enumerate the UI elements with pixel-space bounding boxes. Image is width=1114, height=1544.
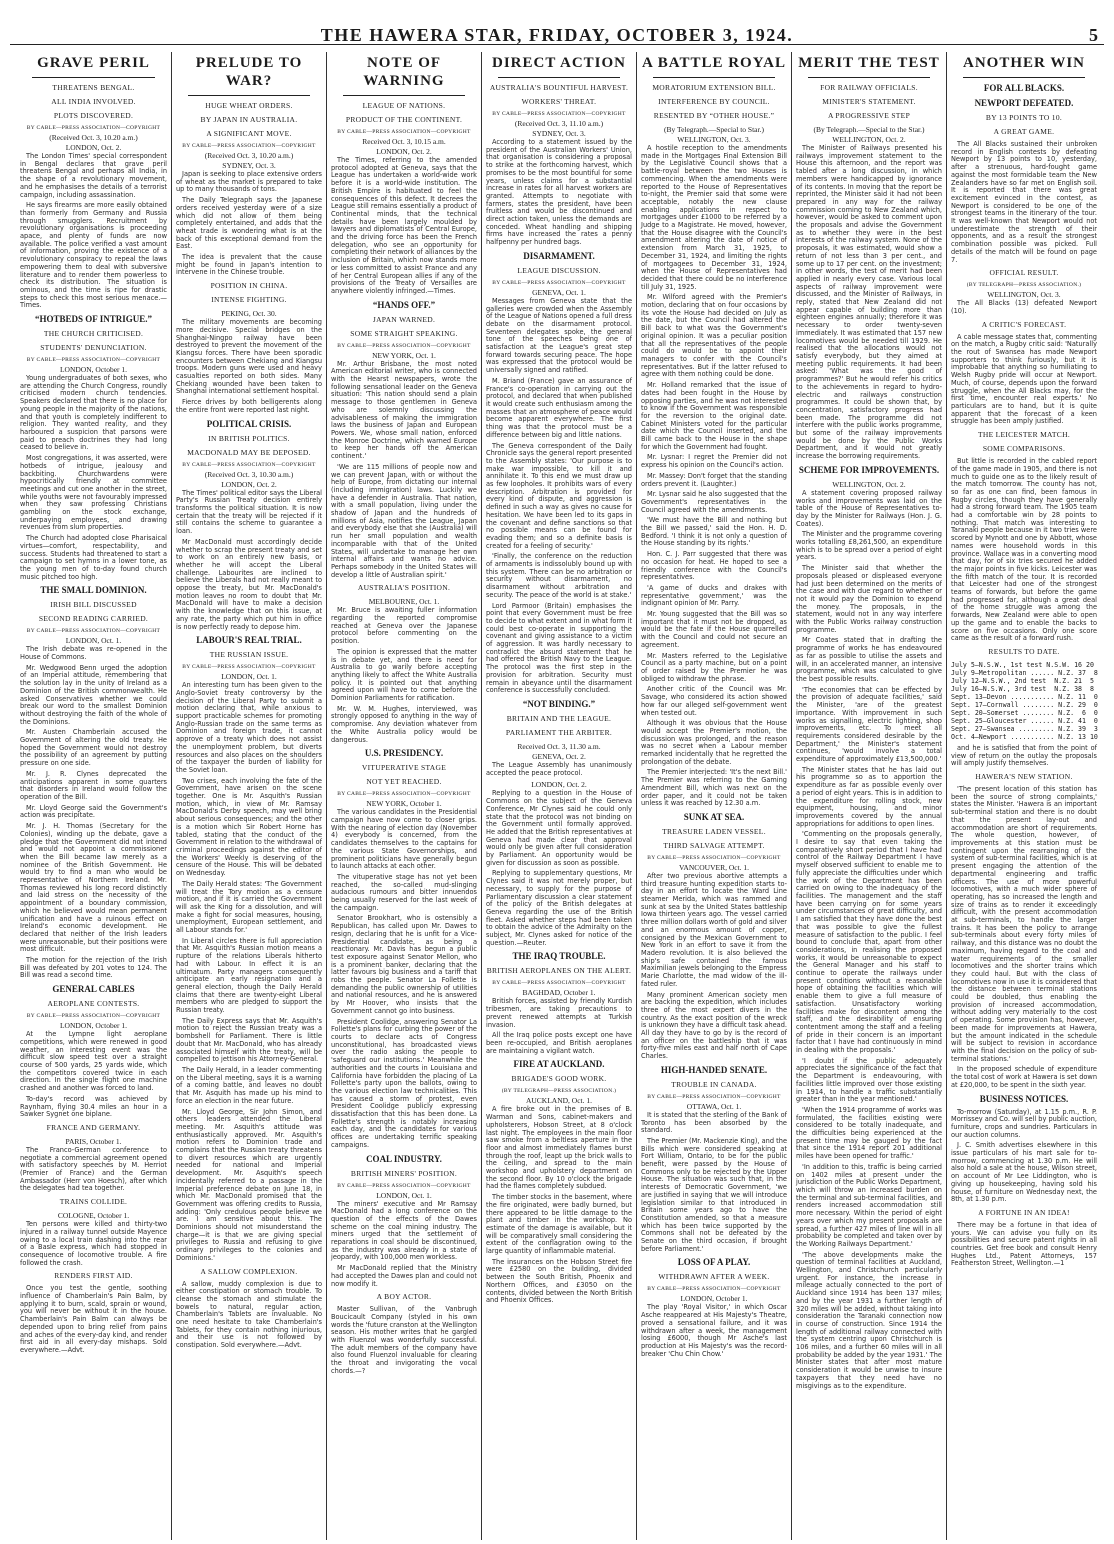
results-row: July 16—N.S.W., 3rd test N.Z. 38 8 <box>951 684 1094 693</box>
dateline: BAGHDAD, October 1. <box>522 988 596 998</box>
body-paragraph: At the Lympne light aeroplane competitions, which were renewed in good weather, an interesting event was the difficult slow speed test over a straight course of 500 yards, 25 yards wide, which the competitors covered twice in each direction. In the single flight one machine crashed and another was forced to land. <box>20 1030 167 1093</box>
cable-credit: BY CABLE—PRESS ASSOCIATION—COPYRIGHT <box>182 461 316 468</box>
body-paragraph: Hon. C. J. Parr suggested that there was no occasion for heat. He hoped to see a friendly conference with the Council's representatives. <box>641 550 787 582</box>
body-paragraph: The timber stocks in the basement, where the fire originated, were badly burned, but there appeared to be little damage to the plant and timber in the workshop. No estimate of the damage is available, but it will be comparatively small considering the extent of the conflagration owing to the large quantity of inflammable material. <box>486 1193 632 1256</box>
results-table <box>951 661 1097 741</box>
subheadline: A BOY ACTOR. <box>376 1292 432 1302</box>
results-row: Sept. 25—Gloucester ...... N.Z. 41 0 <box>951 716 1098 725</box>
column-headline: PRELUDE TO WAR? <box>195 55 303 89</box>
received-time: Received Oct. 3, 10.15 a.m. <box>362 137 446 146</box>
section-headline: THE SMALL DOMINION. <box>40 585 147 596</box>
body-paragraph: The Minister of Railways presented his railways improvement statement to the House this afternoon, and the report was tabled after a long discussion, in which members were handicapped by ignorance of its contents. In moving that the report be reprinted, the Minister said it had not been prepared in any way for the railway commission coming to New Zealand which, however, would be asked to comment upon the proposals and advise the Government as to whether they were in the best interests of the railway system. None of the proposals, it was estimated, would show a return of not less than 3 per cent., and some up to 17 per cent. on the investment; in other words, the test of merit had been applied in nearly every case. Various local aspects of railway improvement were discussed, and the Minister of Railways, in reply, stated that New Zealand did not appear capable of building more than eighteen engines annually; therefore it was necessary to order twenty-seven immediately. It was estimated that 157 new locomotives would be needed till 1929. He realised that the allocations would not satisfy everybody, but they aimed at meeting public requirements. It had been asked: 'What was the good of programmes?' But he would refer his critics to the achievements in regard to hydro-electric and railways construction programmes. It could be shown that, by concentration, satisfactory progress had been made. The programme did not interfere with the public works programme, but some of the railway improvements would be done by the Public Works Department, and it would not greatly increase the borrowing requirements. <box>796 144 942 461</box>
subheadline: PLOTS DISCOVERED. <box>53 111 134 120</box>
body-paragraph: Mr. Young suggested that the Bill was so important that it must not be dropped, as would be the fate if the House quarrelled with the Council and could not secure an agreement. <box>641 610 787 649</box>
column-1 <box>16 52 171 1540</box>
subheadline: THIRD SALVAGE ATTEMPT. <box>663 840 765 850</box>
results-row: Sept. 20—Somerset ........ N.Z. 6 0 <box>951 708 1098 717</box>
subheadline: FOR RAILWAY OFFICIALS. <box>820 83 918 92</box>
cable-credit: (BY TELEGRAPH—PRESS ASSOCIATION.) <box>501 1088 617 1095</box>
body-paragraph: 'Finally, the conference on the reduction of armaments is indissolubly bound up with this system. There can be no arbitration or security without disarmament, no disarmament without arbitration and security. The peace of the world is at stake.' <box>486 552 632 599</box>
section-headline: HIGH-HANDED SENATE. <box>660 1064 768 1075</box>
body-paragraph: Many prominent American society men are backing the expedition, which includes three of the most expert divers in the country. As the exact position of the wreck is unknown they have a difficult task ahead. All day they have to go by is the record of an officer on the battleship that it was forty-five miles east and half north of Cape Charles. <box>641 990 787 1061</box>
subheadline: JAPAN WARNED. <box>372 314 436 324</box>
cable-credit: BY CABLE—PRESS ASSOCIATION—COPYRIGHT <box>337 129 471 135</box>
cable-credit: BY CABLE—PRESS ASSOCIATION—COPYRIGHT <box>26 1013 161 1020</box>
body-paragraph: Replying to supplementary questions, Mr Clynes said it was not merely proper, but necessary, to supply for the purpose of Parliamentary discussion a clear statement of the policy of the British delegates at Geneva regarding the use of the British fleet. Asked whether steps had been taken to obtain the advice of the Admiralty on the subject, Mr. Clynes asked for notice of the question.—Reuter. <box>486 869 632 947</box>
body-paragraph: He says firearms are more easily obtained than formerly from Germany and Russia through smugglers. Recruitment by revolutionary organisations is proceeding apace, and plenty of funds are now available. The police verified a vast amount of information, proving the existence of a revolutionary conspiracy to repeal the laws empowering them to deal with subversive literature and to render them powerless to check its distribution. The situation is ominous, and the time is ripe for drastic steps to check this most serious menace.—Times. <box>20 201 167 310</box>
body-paragraph: The Irish debate was re-opened in the House of Commons. <box>20 645 167 662</box>
section-headline: “HANDS OFF.” <box>372 299 436 310</box>
headline-rule <box>32 77 155 78</box>
body-paragraph: Mr. Lloyd George said the Government's action was precipitate. <box>20 803 167 820</box>
section-headline: U.S. PRESIDENCY. <box>364 748 444 759</box>
results-row: Sept. 17—Cornwall ........ N.Z. 29 0 <box>951 700 1098 709</box>
subheadline: WORKERS' THREAT. <box>521 97 597 106</box>
column-6 <box>791 52 946 1540</box>
section-headline: THE IRAQ TROUBLE. <box>512 951 606 962</box>
body-paragraph: In the proposed schedule of expenditure the total cost of work at Hawera is set down at £20,000, to be spent in the sixth year. <box>951 1065 1097 1089</box>
subheadline: BY 13 POINTS TO 10. <box>985 113 1063 122</box>
body-paragraph: The Minister and the programme covering works totalling £8,261,500, an expenditure which is to be spread over a period of eight years. <box>796 530 942 562</box>
body-paragraph: Mr. Lloyd George, Sir John Simon, and others leaders attended the Liberal meeting. Mr. Asquith's attitude was enthusiastically approved. Mr. Asquith's motion refers to Dominion trade and complains that the Russian treaty threatens to divert resources which are urgently needed for national and Imperial development. Mr. Asquith's speech incidentally referred to a passage in the Imperial preference debate on June 18, in which Mr. MacDonald promised that the Government was offering credits to Russia, adding: 'Only credulous people believe we are. I am sensitive about this. The Dominions should not misunderstand the charge—it is that we are giving special privileges to Russia and refusing to give ordinary privileges to the colonies and Dominions.' <box>176 1107 322 1262</box>
body-paragraph: Mr. Massey: Don't forget that the standing orders prevent it. (Laughter.) <box>641 471 787 488</box>
dateline: LONDON, Oct. 1. <box>221 672 277 682</box>
body-paragraph: To-morrow (Saturday), at 1.15 p.m., R. P. Morrissey and Co. will sell by public auction, furniture, crops and sundries. Particulars in our auction columns. <box>951 1107 1097 1139</box>
body-paragraph: Mr Coates stated that in drafting the programme of works he has endeavoured as far as possible to utilise the assets and will, in an accelerated manner, an intensive programme, which was calculated to give the best possible results. <box>796 636 942 683</box>
received-time: (Received Oct. 3, 10.20 a.m.) <box>49 133 138 142</box>
subheadline: MORATORIUM EXTENSION BILL. <box>652 83 776 92</box>
subheadline: PARLIAMENT THE ARBITER. <box>505 728 613 737</box>
subheadline: BRIGADE'S GOOD WORK. <box>511 1074 607 1084</box>
body-paragraph: The Franco-German conference to negotiate a commercial agreement opened with satisfactory speeches by M. Herriot (Premier of France) and the German Ambassador (Herr von Hoesch), after which the delegates had tea together. <box>20 1145 167 1193</box>
cable-credit: BY CABLE—PRESS ASSOCIATION—COPYRIGHT <box>26 628 161 635</box>
column-headline: ANOTHER WIN <box>963 55 1085 71</box>
dateline: NEW YORK, Oct. 1. <box>372 350 436 360</box>
section-headline: “HOTBEDS OF INTRIGUE.” <box>35 314 152 325</box>
body-paragraph: According to a statement issued by the president of the Australian Workers' Union, that organisation is considering a proposal to strike at the forthcoming harvest, which promises to be the most bountiful for some years, unless claims for a substantial increase in rates for all harvest workers are granted. Attempts to negotiate with farmers, states the president, have been fruitless and would be discontinued and direct action taken, unless the demands are conceded. Wheat handling and shipping firms have increased the rates a penny halfpenny per hundred bags. <box>486 138 632 247</box>
body-paragraph: A statement covering proposed railway works and improvements was laid on the table of the House of Representatives to-day by the Minister for Railways (Hon. J. G. Coates). <box>796 488 942 528</box>
body-paragraph: Replying to a question in the House of Commons on the subject of the Geneva Conference, Mr Clynes said he could only state that the protocol was not binding on the Government until formally approved. He added that the British representatives at Geneva had made clear that approval would only be given after full consideration by Parliament. An opportunity would be given for discussion as soon as possible. <box>486 789 632 867</box>
body-paragraph: In Liberal circles there is full appreciation that Mr. Asquith's Russian motion means a rupture of the relations Liberals hitherto had with Labour. In effect it is an ultimatum. Party managers consequently anticipate an early resignation and a general election, though the Daily Herald claims that there are twenty-eight Liberal members who are pledged to support the Russian treaty. <box>176 936 322 1015</box>
subheadline: POSITION IN CHINA. <box>210 281 288 291</box>
body-paragraph: The Daily Herald, in a leader commenting on the Liberal meeting, says it is a warning of a coming battle, and leaves no doubt that Mr. Asquith has made up his mind to force an election in the near future. <box>176 1065 322 1105</box>
results-row: Sept. 13—Devon ........... N.Z. 11 0 <box>951 692 1098 701</box>
subheadline: AUSTRALIA'S BOUNTIFUL HARVEST. <box>489 83 629 92</box>
body-paragraph: The Premier (Mr. Mackenzie King), and the Bills which were considered speaking at Fort William, Ontario, to be for the public benefit, were passed by the House of Commons only to be rejected by the Upper House. The situation was such that, in the interests of Democratic Government, 'we are justified in saying that we will introduce legislation similar to that introduced in Britain some years ago to have the Constitution amended, so that a measure which has been twice supported by the Commons shall not be defeated by the Senate on the third occasion, if brought before Parliament.' <box>641 1136 787 1253</box>
body-paragraph: Most congregations, it was asserted, were hotbeds of intrigue, jealousy and backbiting. Churchwardens were hypocritically friendly at committee meetings and cut one another in the street, while youths were not favourably impressed when they saw professing Christians gambling on the stock exchange, underpaying employees, and drawing revenues from slum properties. <box>20 454 167 532</box>
subheadline: THREATENS BENGAL. <box>52 83 135 92</box>
body-paragraph: Fierce drives by both belligerents along the entire front were reported last night. <box>176 398 322 414</box>
results-row: Sept. 27—Swansea ......... N.Z. 39 3 <box>951 724 1098 733</box>
section-headline: DISARMAMENT. <box>523 250 595 261</box>
subheadline: WITHDRAWN AFTER A WEEK. <box>658 1272 770 1282</box>
results-row: July 9—Metropolitan ...... N.Z. 37 8 <box>951 668 1098 677</box>
masthead-title: THE HAWERA STAR, FRIDAY, OCTOBER 3, 1924. <box>320 25 794 45</box>
body-paragraph: The miners' executive and Mr Ramsay MacDonald had a long conference on the question of the effects of the Dawes scheme on the coal mining industry. The miners urged that the settlement of reparations in coal should be discontinued, as the industry was already in a state of jeopardy, with 100,000 men workless. <box>331 1199 477 1262</box>
subheadline: MINISTER'S STATEMENT. <box>822 97 916 106</box>
results-row: Oct. 4—Newport ........... N.Z. 13 10 <box>951 732 1098 741</box>
dateline: WELLINGTON, Oct. 3. <box>677 135 751 144</box>
body-paragraph: After two previous abortive attempts a third treasure hunting expedition starts to-day in an effort to locate the Ward Line steamer Merida, which was rammed and sunk at sea by the United States battleship Iowa thirteen years ago. The vessel carried three million dollars worth of gold and silver and an enormous amount of copper, consigned by the Mexican Government to New York in an effort to save it from the Madero revolution. It is also believed the ship's safe contained the famous Maximilian jewels belonging to the Empress Marie Charlotte, the mad widow of the ill-fated ruler. <box>641 871 787 988</box>
body-paragraph: Mr. Wedgwood Benn urged the adoption of an Imperial attitude, remembering that the solution lay in the unity of Ireland as a Dominion of the British commonwealth. He asked Conservatives whether we could break our word to the smallest Dominion without destroying the faith of the whole of the Dominions. <box>20 663 167 726</box>
section-headline: BUSINESS NOTICES. <box>979 1093 1069 1104</box>
body-paragraph: Mr. J. R. Clynes deprecated the anticipations apparent in some quarters that disorders in Ireland would follow the operation of the Bill. <box>20 769 167 801</box>
body-paragraph: The play 'Royal Visitor,' in which Oscar Asche reappeared at His Majesty's Theatre, proved a sensational failure, and it was withdrawn after a week, the management losing £6000, though Mr Asche's last production at His Majesty's was the record-breaker 'Chu Chin Chow.' <box>641 1303 787 1358</box>
results-row: July 12—N.S.W., 2nd test N.Z. 21 5 <box>951 676 1094 685</box>
received-time: Received Oct. 3, 11.30 a.m. <box>517 742 601 751</box>
cable-credit: BY CABLE—PRESS ASSOCIATION—COPYRIGHT <box>337 342 471 349</box>
body-paragraph: Mr MacDonald must accordingly decide whether to scrap the present treaty and set to work on an entirely new basis, or whether he will accept the Liberal challenge. Labourites are inclined to believe the Liberals had not really meant to oppose the treaty, but Mr. MacDonald's motion leaves no room to doubt that Mr. MacDonald will have to make a decision with the knowledge that on this issue, at any rate, the party which put him in office is now perfectly ready to depose him. <box>176 537 322 631</box>
column-7 <box>946 52 1101 1540</box>
subheadline: INTENSE FIGHTING. <box>211 295 287 305</box>
body-paragraph: It is stated that the sterling of the Bank of Toronto has been absorbed by the standard. <box>641 1110 787 1135</box>
body-paragraph: 'We are 115 millions of people now and we can prevent Japan, with or without the help of Europe, from dictating our internal (including immigration) laws. Luckily we have a defender in Australia. That nation, with a small population, living under the shadow of Japan and the hundreds of millions of Asia, notifies the League, Japan and everybody else that she (Australia) will run her small population and wealth incomparable with that of the United States, will undertake to manage her own internal affairs and wants no advice. Perhaps somebody in the United States will develop a little of Australian spirit.' <box>331 462 477 579</box>
received-time: (Received Oct. 3, 10.30 a.m.) <box>204 469 294 479</box>
subheadline: A FORTUNE IN AN IDEA! <box>978 1207 1070 1217</box>
body-paragraph: Mr. W. M. Hughes, interviewed, was strongly opposed to anything in the way of compromise. Any deviation whatever from the White Australia policy would be dangerous. <box>331 704 477 744</box>
dateline: NEW YORK, October 1. <box>366 799 442 809</box>
body-paragraph: J. C. Smith advertises elsewhere in this issue particulars of his mart sale for to-morrow, commencing at 1.30 p.m. He will also hold a sale at the house, Wilson street, on account of Mr Lee Liddington, who is giving up housekeeping, having sold his house, of furniture on Wednesday next, the 8th, at 1.30 p.m. <box>951 1141 1097 1204</box>
subheadline: AUSTRALIA'S POSITION. <box>357 583 451 593</box>
subheadline: BRITISH AEROPLANES ON THE ALERT. <box>486 966 632 976</box>
body-paragraph: To-day's record was achieved by Raynham, flying 30.4 miles an hour in a Sawker Sygnet one biplane. <box>20 1094 167 1119</box>
body-paragraph: 'In addition to this, traffic is being carried on 1402 miles at present under the jurisdiction of the Public Works Department, which will throw an increased burden on the terminal and sub-terminal facilities, and renders increased accommodation still more necessary. Within the period of eight years over which my present proposals are spread, a further 427 miles of line will in all probability be completed and taken over by the Working Railways Department.' <box>796 1162 942 1248</box>
body-paragraph: Messages from Geneva state that the galleries were crowded when the Assembly of the League of Nations opened a full dress debate on the disarmament protocol. Seventeen delegates spoke, the general tone of the speeches being one of satisfaction at the League's great step forward towards securing peace. The hope was expressed that the protocol would be universally signed and ratified. <box>486 296 632 375</box>
subheadline: BY JAPAN IN AUSTRALIA. <box>200 115 298 124</box>
cable-credit: BY CABLE—PRESS ASSOCIATION—COPYRIGHT <box>182 143 316 149</box>
dateline: LONDON, Oct. 1. <box>65 636 122 646</box>
subheadline: TRAINS COLLIDE. <box>59 1197 128 1207</box>
body-paragraph: The opinion is expressed that the matter is in debate yet, and there is need for Australia to go warily before accepting anything likely to affect the White Australia policy. It is pointed out that anything agreed upon will have to come before the Dominion Parliaments for ratification. <box>331 647 477 703</box>
body-paragraph: An interesting turn has been given to the Anglo-Soviet treaty controversy by the decision of the Liberal Party to submit a motion declaring that, while anxious to support practicable schemes for promoting Anglo-Russian trade on the same terms as Dominion and foreign trade, it cannot approve of a treaty which does not assist the unemployment problem, but diverts resources and also places on the shoulders of the taxpayer the burden of liability for the Soviet loan. <box>176 681 322 774</box>
subheadline: A SALLOW COMPLEXION. <box>200 1266 298 1276</box>
subheadline: BRITAIN AND THE LEAGUE. <box>506 714 612 723</box>
cable-credit: (BY TELEGRAPH—PRESS ASSOCIATION.) <box>966 282 1082 289</box>
body-paragraph: All the Iraq police posts except one have been re-occupied, and British aeroplanes are maintaining a vigilant watch. <box>486 1031 632 1055</box>
body-paragraph: Japan is seeking to place extensive orders of wheat as the market is prepared to take up to many thousands of tons. <box>176 170 322 194</box>
subheadline: RESULTS TO DATE. <box>988 646 1060 656</box>
body-paragraph: British forces, assisted by friendly Kurdish tribesmen, are taking precautions to prevent renewed attempts at Turkish invasion. <box>486 997 632 1029</box>
body-paragraph: Mr. Arthur Brisbane, the most noted American editorial writer, who is connected with the Hearst newspapers, wrote the following sensational leader on the Geneva situation: 'This nation should send a plain message to those gentlemen in Geneva who are solemnly discussing the advisableness of making the immigration laws the business of Japan and European Powers. We, whose small nation, enforced the Monroe Doctrine, which warned Europe to keep her hands off the American continent.' <box>331 359 477 461</box>
dateline: COLOGNE, October 1. <box>57 1211 130 1221</box>
received-time: (By Telegraph.—Special to Star.) <box>664 125 764 134</box>
section-headline: FIRE AT AUCKLAND. <box>513 1059 605 1070</box>
dateline: PEKING, Oct. 30. <box>221 309 277 319</box>
body-paragraph: 'A game of ducks and drakes with representative government,' was the indignant opinion of Mr. Parry. <box>641 583 787 608</box>
subheadline: INTERFERENCE BY COUNCIL. <box>658 97 770 106</box>
body-paragraph: The London Times' special correspondent in Bengal declares that grave peril threatens Bengal and perhaps all India, in the shape of a revolutionary movement, and he emphasises the details of a terrorist campaign, including assassination. <box>20 152 167 199</box>
body-paragraph: Mr. Austen Chamberlain accused the Government of altering the old treaty. He hoped the Government would not destroy the possibility of an agreement by putting pressure on one side. <box>20 728 167 768</box>
body-paragraph: Mr. J. H. Thomas (Secretary for the Colonies), winding up the debate, gave a pledge that the Government did not intend and would not appoint a commissioner when the Bill became law merely as a nominee of the British Government. He would try to find a man who would be representative of Northern Ireland. Mr. Thomas reviewed his long record distinctly and laid stress on the necessity of the appointment of a boundary commission, which he believed would mean permanent unification and have a ruinous effect on Ireland's economic development. He declared that neither of the Irish leaders were unreasonable, but their positions were most difficult. <box>20 822 167 954</box>
section-headline: LOSS OF A PLAY. <box>677 1257 751 1268</box>
body-paragraph: The Times, referring to the amended protocol adopted at Geneva, says that the League has undertaken a world-wide work before it is a world-wide institution. The British Empire is habituated to feel the consequences of this defect. It decrees the League still remains essentially a product of Continental minds, that the technical details have been largely moulded by lawyers and diplomatists of Central Europe, and the driving force has been the French delegation, who see an opportunity for completing their network of alliances by the inclusion of Britain, which now stands more or less committed to assist France and any of her Central European allies if any of the provisions of the Treaty of Versailles are anywhere violently infringed.—Times. <box>331 156 477 295</box>
body-paragraph: The idea is prevalent that the cause might be found in Japan's intention to intervene in the Chinese trouble. <box>176 253 322 277</box>
dateline: AUCKLAND, Oct. 1. <box>525 1096 593 1106</box>
headline-rule <box>808 77 930 78</box>
body-paragraph: Once you test the gentle, soothing influence of Chamberlain's Pain Balm, by applying it to burn, scald, sprain or wound, you will never be without it in the house. Chamberlain's Pain Balm can always be depended upon to bring relief from pains and aches of the every-day kind, and render first aid in all every-day mishaps. Sold everywhere.—Advt. <box>20 1284 167 1354</box>
body-paragraph: The League Assembly has unanimously accepted the peace protocol. <box>486 761 632 777</box>
cable-credit: BY CABLE—PRESS ASSOCIATION—COPYRIGHT <box>492 279 626 286</box>
subheadline: A PROGRESSIVE STEP <box>827 111 911 120</box>
subheadline: RENDERS FIRST AID. <box>54 1271 133 1281</box>
subheadline: OFFICIAL RESULT. <box>989 268 1059 278</box>
cable-credit: BY CABLE—PRESS ASSOCIATION—COPYRIGHT <box>647 854 781 861</box>
body-paragraph: The Geneva correspondent of the Daily Chronicle says the general report presented to the Assembly states: 'Our purpose is to make war impossible, to kill it and annihilate it. To this end we must draw up as few loopholes. It prohibits wars of every description. Arbitration is provided for every kind of dispute, and aggression is defined in such a way as gives no cause for hesitation. We have been led to its gaps in the covenant and define sanctions so that no possible means can be found for evading them; and so a definite basis is created for a feeling of security.' <box>486 441 632 550</box>
section-headline: SCHEME FOR IMPROVEMENTS. <box>798 464 940 475</box>
subheadline: BRITISH MINERS' POSITION. <box>350 1168 458 1178</box>
section-headline: FOR ALL BLACKS. <box>983 83 1065 93</box>
body-paragraph: Senator Brookhart, who is ostensibly a Republican, has called upon Mr. Dawes to resign, declaring that he is unfit for a Vice-Presidential candidate, as being a reactionary. Mr. Davis has begun a public test exposure against Senator Mellon, who is a prominent banker, declaring that the latter favours big business and a tariff that robs the people. Senator La Follette is demanding the public ownership of utilities and national resources, and he is answered by Mr Hoover, who insists that the Government cannot go into business. <box>331 914 477 1015</box>
column-headline: A BATTLE ROYAL <box>641 55 787 71</box>
subheadline: THE CHURCH CRITICISED. <box>43 329 144 339</box>
dateline: LONDON, Oct. 2. <box>376 147 432 156</box>
subheadline: HUGE WHEAT ORDERS. <box>205 101 293 110</box>
subheadline: THE LEICESTER MATCH. <box>977 430 1071 440</box>
headline-rule <box>343 95 465 96</box>
body-paragraph: The Times' political editor says the Liberal Party's Russian Treaty decision entirely transforms the political situation. It is now certain that the treaty will be rejected if it still contains the scheme to guarantee a loan. <box>176 488 322 536</box>
body-paragraph: A cable message states that, commenting on the match, a Rugby critic said: 'Naturally the rout of Swansea has made Newport supporters to think furiously, but it is improbable that anything so humiliating to Welsh Rugby pride will occur at Newport. Much, of course, depends upon the forward struggle, when the All Blacks may, for the first time, encounter real experts.' No particulars are to hand, but it is quite apparent that the forecast of a keen struggle has been amply justified. <box>951 332 1097 426</box>
received-time: (Received Oct. 3, 10.20 a.m.) <box>204 151 294 160</box>
subheadline: FRANCE AND GERMANY. <box>46 1122 141 1132</box>
dateline: WELLINGTON, Oct. 3. <box>987 290 1061 300</box>
body-paragraph: Lord Parmoor (Britain) emphasises the point that every Government must be free to decide to what extent and in what form it could best co-operate in supporting the covenant and giving assistance to a victim of aggression. It was hardly necessary to contradict the absurd statement that he had offered the British Navy to the League. The protocol was the first step in the provision for arbitration. Security must remain in abeyance until the disarmament conference is successfully concluded. <box>486 601 632 695</box>
body-paragraph: Mr MacDonald replied that the Ministry had accepted the Dawes plan and could not now modify it. <box>331 1264 477 1288</box>
dateline: LONDON, October 1. <box>59 365 128 375</box>
body-paragraph: Ten persons were killed and thirty-two injured in a railway tunnel outside Mayence owing to a local train dashing into the rear of a Basle express, which had stopped in consequence of locomotive trouble. A fire followed the crash. <box>20 1220 167 1267</box>
cable-credit: BY CABLE—PRESS ASSOCIATION—COPYRIGHT <box>337 791 471 798</box>
dateline: PARIS, October 1. <box>65 1136 122 1146</box>
body-paragraph: A hostile reception to the amendments made in the Mortgages Final Extension Bill by the Legislative Council shows that a battle-royal between the two Houses is commencing. When the amendments were reported to the House of Representatives to-night, the Premier said that some were acceptable, notably the new clause enabling applications in respect to mortgages under £1000 to be referred by a Judge to a Magistrate. He moved, however, that the House disagree with the Council's amendment altering the date of notice of extension from March 31, 1925, to December 31, 1924, and limiting the rights of mortgagees to December 31, 1924, when the House of Representatives had decided that there could be no interference till July 31, 1925. <box>641 144 787 291</box>
column-headline: NOTE OF WARNING <box>363 55 445 89</box>
dateline: LONDON, Oct. 1. <box>376 1190 432 1200</box>
column-3 <box>326 52 481 1540</box>
dateline: MELBOURNE, Oct. 1. <box>368 597 440 607</box>
body-paragraph: The Daily Telegraph says the Japanese orders received yesterday were of a size which did not allow of them being completely entertained, and adds that the wheat trade is wondering what is at the back of this exceptional demand from the East. <box>176 196 322 251</box>
section-headline: “NOT BINDING.” <box>522 699 596 709</box>
column-2 <box>171 52 326 1540</box>
subheadline: LEAGUE OF NATIONS. <box>362 101 446 110</box>
body-paragraph: Another critic of the Council was Mr. Savage, who considered its action showed how far our alleged self-government went when tested out. <box>641 685 787 717</box>
body-paragraph: The motion for the rejection of the Irish Bill was defeated by 201 votes to 124. The Bill was read a second time. <box>20 956 167 980</box>
body-paragraph: Mr. Lysnar: I regret the Premier did not express his opinion on the Council's action. <box>641 453 787 470</box>
body-paragraph: The Minister states that he has laid out his programme so as to apportion the expenditure as far as possible evenly over a period of eight years. This is in addition to the expenditure for rolling stock, new equipment, housing, and minor improvements covered by the annual appropriations for additions to open lines. <box>796 765 942 828</box>
received-time: (By Telegraph.—Special to the Star.) <box>813 125 925 134</box>
body-paragraph: 'The present location of this station has been the source of strong complaints,' states the Minister. 'Hawera is an important sub-terminal station and there is no doubt that the present lay-out and accommodation are short of requirements. The whole question, however, of improvements at this station must be contingent upon the rearranging of the system of sub-terminal facilities, which is at present engaging the attention of the departmental engineering and traffic officers. The use of more powerful locomotives, with a much wider sphere of operating, has so increased the length and size of trains as to render it exceedingly difficult, with the present accommodation at sub-terminals, to handle the larger trains. It has been the policy to arrange sub-terminals about every forty miles of railway, and this distance was no doubt the maximum, having regard to the coal and water requirements of the smaller locomotives and the shorter trains which they could haul. But with the class of locomotives now in use it is considered that the distance between terminal stations could be doubled, thus enabling the provision of increased accommodation, without adding very materially to the cost of operating. Some provision has, however, been made for improvements at Hawera, but the amount indicated in the schedule will be subject to revision in accordance with the final decision on the policy of sub-terminal stations.' <box>951 785 1097 1063</box>
body-paragraph: There may be a fortune in that idea of yours. We can advise you fully on its possibilities and secure patent rights in all countries. Get free book and consult Henry Hughes Ltd., Patent Attorneys, 157 Featherston Street, Wellington.—1 <box>951 1220 1097 1268</box>
body-paragraph: The vituperative stage has not yet been reached, the so-called mud-slinging audacious rumours and bitter innuendos being usually reserved for the last week of the campaign. <box>331 872 477 912</box>
dateline: GENEVA, Oct. 1. <box>532 287 586 297</box>
body-paragraph: 'The economies that can be effected by the provision of adequate facilities,' said the Minister, 'are of the greatest importance. With improvement in such works as signalling, electric lighting, shop improvements, etc. To meet all requirements considered desirable by the Department,' the Minister's statement continues, 'would involve a total expenditure of approximately £13,500,000.' <box>796 685 942 764</box>
dateline: LONDON, October 1. <box>680 1294 748 1304</box>
subheadline: THE RUSSIAN ISSUE. <box>209 650 289 660</box>
body-paragraph: But little is recorded in the cabled report of the game made in 1905, and there is not much to guide one as to the likely result of the match tomorrow. The county has not, so far as one can find, been famous in Rugby circles, though they have generally had a strong forward team. The 1905 team had a comfortable win by 28 points to nothing. That match was interesting to Taranaki people because in it two tries were scored by Mynott and one by Abbott, whose names were household words in this province. Wallace was in a converting mood that day, for of six tries secured he added the major points in five kicks. Leicester was the fifth match of the tour. It is recorded that Leicester had one of the strongest teams of forwards, but before the game had progressed far, although a great deal of the home struggle was among the forwards, New Zealand were able to open up the game and to enable the backs to score on five occasions. Only one score came as the result of a forward rush. <box>951 457 1097 643</box>
subheadline: AEROPLANE CONTESTS. <box>47 999 140 1009</box>
column-headline: MERIT THE TEST <box>798 55 940 71</box>
subheadline: VITUPERATIVE STAGE <box>361 763 447 773</box>
subheadline: RESENTED BY “OTHER HOUSE.” <box>653 111 775 120</box>
body-paragraph: Mr. Holland remarked that the issue of dates had been fought in the House by opposing parties, and he was not interested to know if the Government was responsible for the reversion to the original date. Cabinet Ministers voted for the particular date which the Council inserted, and the Bill came back to the House in the shape for which the Government had fought. <box>641 381 787 451</box>
section-headline: LABOUR'S REAL TRIAL. <box>196 635 302 646</box>
dateline: WELLINGTON, Oct. 2. <box>832 479 906 489</box>
subheadline: IRISH BILL DISCUSSED <box>50 600 137 610</box>
subheadline: TROUBLE IN CANADA. <box>671 1079 757 1089</box>
body-paragraph: Mr. Wilford agreed with the Premier's motion, declaring that on four occasions by its vote the House had decided on July as the date, but the Council had altered the Bill back to what was the Government's original opinion. It was a peculiar position that all the representatives of the people could do would be to appoint their managers to confer with the Council's representatives. But if the latter refused to agree with them nothing could be done. <box>641 293 787 379</box>
body-paragraph: President Coolidge, answering Senator La Follette's plans for curbing the power of the courts to declare acts of Congress unconstitutional, has broadcasted views over the radio asking the people to 'safeguard our institutions.' Meanwhile the authorities and the courts in Louisiana and California have forbidden the placing of La Follette's party upon the ballots, owing to the various election law technicalities. This has caused a storm of protest, even President Coolidge publicly expressing dissatisfaction that this has been done. La Follette's strength is notably increasing each day, and the candidates for various offices are undertaking terrific speaking campaigns. <box>331 1017 477 1149</box>
body-paragraph: The insurances on the Hobson Street fire were £2580 on the building, divided between the South British, Phoenix and Northern Offices, and £3050 on the contents, divided between the North British and Phoenix Offices. <box>486 1257 632 1305</box>
body-paragraph: Mr. Lysnar said he also suggested that the Government's representatives in the Council agreed with the amendments. <box>641 490 787 514</box>
body-paragraph: Master Sullivan, of the Vanbrugh Boucicault Company (styled in his own words the 'future cranston at the Wellington season. His mother writes that he gargled with Fluenzol was wonderfully successful. The adult members of the company have also found Fluenzol invaluable for clearing the throat and invigorating the vocal chords.—? <box>331 1305 477 1375</box>
body-paragraph: A sallow, muddy complexion is due to either constipation or stomach trouble. To cleanse the stomach and stimulate the bowels to natural, regular action, Chamberlain's Tablets are invaluable. No one need hesitate to take Chamberlain's Tablets, for they contain nothing injurious, and their use is not followed by constipation. Sold everywhere.—Advt. <box>176 1279 322 1350</box>
article-columns <box>16 52 1104 1540</box>
subheadline: ALL INDIA INVOLVED. <box>51 97 136 106</box>
body-paragraph: 'I doubt if the public adequately appreciates the significance of the fact that the Department is endeavouring, with facilities little improved over those existing in 1914, to handle a traffic substantially greater than in the year mentioned.' <box>796 1056 942 1104</box>
section-headline: POLITICAL CRISIS. <box>206 418 292 429</box>
body-paragraph: 'We must have the Bill and nothing but the Bill we passed,' said the Hon. H. D. Bedford. 'I think it is not only a question of the House standing by its rights.' <box>641 516 787 548</box>
section-headline: SUNK AT SEA. <box>683 811 745 822</box>
body-paragraph: and he is satisfied that from the point of view of return on the outlay the proposals will amply justify themselves. <box>951 743 1097 768</box>
column-5 <box>636 52 791 1540</box>
column-headline: GRAVE PERIL <box>37 55 150 71</box>
subheadline: PRODUCT OF THE CONTINENT. <box>345 115 463 124</box>
dateline: LONDON, Oct. 2. <box>221 479 277 489</box>
dateline: OTTAWA, Oct. 1. <box>686 1101 742 1111</box>
subheadline: SECOND READING CARRIED. <box>38 614 149 624</box>
body-paragraph: Mr. Bruce is awaiting fuller information regarding the reported compromise reached at Geneva over the Japanese protocol before commenting on the position. <box>331 606 477 646</box>
dateline: SYDNEY, Oct. 3. <box>532 129 586 138</box>
body-paragraph: The Minister said that whether the proposals pleased or displeased everyone had just been determined on the merits of the case and with due regard to whether or not it would pay the Dominion to expend the money. The proposals, in the statement, would not in any way interfere with the Public Works railway construction programme. <box>796 564 942 634</box>
column-4 <box>481 52 636 1540</box>
dateline: GENEVA, Oct. 2. <box>532 752 586 761</box>
received-time: (Received Oct. 3, 11.10 a.m.) <box>514 119 604 128</box>
subheadline: NOT YET REACHED. <box>366 777 442 787</box>
cable-credit: BY CABLE—PRESS ASSOCIATION—COPYRIGHT <box>647 1093 781 1100</box>
body-paragraph: 'Commenting on the proposals generally, I desire to say that even taking the comparatively short period that I have had control of the Railway Department I have myself observed sufficient to enable me to fully appreciate the difficulties under which the work of the Department has been carried on owing to the inadequacy of the facilities. The management and the staff have been carrying on for some years under circumstances of great difficulty, and I am satisfied that they have done the best that was possible to give the fullest measure of satisfaction to the public. I feel bound to conclude that, apart from other considerations, in realising the proposed works, it would be unreasonable to expect the General Manager and his staff to continue to operate the railways under present conditions without a reasonable hope of obtaining the facilities which will enable them to give a full measure of satisfaction. Unsatisfactory working facilities make for discontent among the staff, and the desirability of ensuring contentment among the staff and a feeling of pride in their concern is an important factor that I have had continuously in mind in dealing with the proposals.' <box>796 830 942 1055</box>
column-headline: DIRECT ACTION <box>491 55 626 71</box>
cable-credit: BY CABLE—PRESS ASSOCIATION—COPYRIGHT <box>492 111 626 117</box>
body-paragraph: The Daily Express says that Mr. Asquith's motion to reject the Russian treaty was a bombshell for Parliament. There is little doubt that Mr. MacDonald, who has already associated himself with the treaty, will be compelled to jettison his Attorney-General. <box>176 1016 322 1064</box>
body-paragraph: Although it was obvious that the House would accept the Premier's motion, the discussion was prolonged, and the reason was no secret when a Labour member remarked incidentally that he regretted the prolongation of the debate. <box>641 719 787 766</box>
section-headline: COAL INDUSTRY. <box>366 1153 442 1164</box>
body-paragraph: Mr. Masters referred to the Legislative Council as a party machine, but on a point of order raised by the Premier he was obliged to withdraw the phrase. <box>641 651 787 683</box>
headline-rule <box>653 77 775 78</box>
subheadline: MACDONALD MAY BE DEPOSED. <box>187 447 311 457</box>
cable-credit: BY CABLE—PRESS ASSOCIATION—COPYRIGHT <box>26 125 161 131</box>
body-paragraph: 'When the 1914 programme of works was formulated, the facilities existing were considered to be totally inadequate, and the difficulties being experienced at the present time may be gauged by the fact that since the 1914 report 201 additional miles have been opened for traffic.' <box>796 1105 942 1161</box>
headline-rule <box>963 77 1085 78</box>
cable-credit: BY CABLE—PRESS ASSOCIATION—COPYRIGHT <box>492 980 626 987</box>
dateline: VANCOUVER, Oct. 1. <box>678 862 750 872</box>
page-number: 5 <box>1089 25 1098 45</box>
body-paragraph: The All Blacks (13) defeated Newport (10). <box>951 299 1097 315</box>
body-paragraph: Young undergraduates of both sexes, who are attending the Church Congress, roundly criticised modern church tendencies. Speakers declared that there is no place for young people in the majority of the nations, and that youth is completely indifferent to religion. They wanted reality, and they harboured a suspicion that parsons were paid to preach doctrines they had long ceased to believe in. <box>20 374 167 452</box>
dateline: SYDNEY, Oct. 3. <box>222 161 276 170</box>
section-headline: GENERAL CABLES <box>52 984 135 995</box>
subheadline: A GREAT GAME. <box>993 127 1055 136</box>
subheadline: SOME COMPARISONS. <box>982 444 1066 454</box>
section-headline: NEWPORT DEFEATED. <box>974 98 1074 108</box>
dateline: LONDON, Oct. 2. <box>531 780 587 790</box>
body-paragraph: The Premier interjected: 'It's the next Bill.' The Premier was referring to the Gaming Amendment Bill, which was next on the order paper, and it could not be taken unless it was reached by 12.30 a.m. <box>641 768 787 808</box>
body-paragraph: The Church had adopted close Pharisaical virtues—comfort, respectability, and success. Students had threatened to start a campaign to set hymns in a lower tone, as the young men of to-day found church music pitched too high. <box>20 534 167 581</box>
cable-credit: BY CABLE—PRESS ASSOCIATION—COPYRIGHT <box>337 1182 471 1189</box>
body-paragraph: The military movements are becoming more decisive. Special bridges on the Shanghai-Ningpo railway have been destroyed to prevent the movement of the Kiangsu forces. There have been sporadic encounters between Chekiang and Kiangsu troops. Modern guns were used and heavy casualties reported on both sides. Many Chekiang wounded have been taken to Shanghai international settlement hospital. <box>176 318 322 396</box>
body-paragraph: The Daily Herald states: 'The Government will treat the Tory motion as a censure motion, and if it is carried the Government will ask the King for a dissolution, and will make a fight for social measures, housing, unemployment, European settlement, and all Labour stands for.' <box>176 879 322 935</box>
subheadline: IN BRITISH POLITICS. <box>208 433 290 443</box>
headline-rule <box>498 77 620 78</box>
subheadline: TREASURE LADEN VESSEL. <box>662 826 766 836</box>
body-paragraph: The various candidates in the Presidential campaign have now come to closer grips. With the nearing of election day (November 4) everybody is concerned, from the candidates themselves to the captains for the various State Governorships, and prominent politicians have generally begun to launch attacks at each other. <box>331 808 477 871</box>
body-paragraph: The All Blacks sustained their unbroken record in English contests by defeating Newport by 13 points to 10, yesterday, after a strenuous, hard-fought game against the most formidable team the New Zealanders have so far met on English soil. It is reported that there was great excitement evinced in the contest, as Newport is considered to be one of the strongest teams in the itinerary of the tour. It was well-known that Newport would not underestimate the strength of their opponents, and as a result the strongest combination possible was picked. Full details of the match will be found on page 7. <box>951 140 1097 264</box>
results-row: July 5—N.S.W., 1st test N.S.W. 16 20 <box>951 660 1094 669</box>
subheadline: A SIGNIFICANT MOVE. <box>206 129 292 138</box>
cable-credit: BY CABLE—PRESS ASSOCIATION—COPYRIGHT <box>647 1286 781 1293</box>
cable-credit: BY CABLE—PRESS ASSOCIATION—COPYRIGHT <box>182 664 316 671</box>
cable-credit: BY CABLE—PRESS ASSOCIATION—COPYRIGHT <box>26 357 161 364</box>
dateline: WELLINGTON, Oct. 2. <box>832 135 906 144</box>
masthead <box>10 26 1104 45</box>
subheadline: A CRITIC'S FORECAST. <box>981 319 1067 329</box>
dateline: LONDON, October 1. <box>59 1021 128 1031</box>
body-paragraph: M. Briand (France) gave an assurance of France's co-operation in carrying out the protocol, and declared that when published it would create such enthusiasm among the masses that an atmosphere of peace would become apparent everywhere. The first thing was that the protocol must be a difference between big and little nations. <box>486 376 632 439</box>
headline-rule <box>188 95 310 96</box>
subheadline: LEAGUE DISCUSSION. <box>517 265 601 275</box>
body-paragraph: Two crises, each involving the fate of the Government, have arisen on the scene together. One is Mr. Asquith's Russian motion, which, in view of Mr. Ramsay MacDonald's Derby speech, may well bring about serious consequences; and the other is a motion which Sir Robert Horne has tabled, stating that the conduct of the Government in relation to the withdrawal of criminal proceedings against the editor of the Workers' Weekly is deserving of the censure of the House. This will be debated on Wednesday. <box>176 776 322 878</box>
body-paragraph: A fire broke out in the premises of B. Warman and Sons, cabinet-makers and upholsterers, Hobson Street, at 8 o'clock last night. The employees in the main floor saw smoke from a beltless aperture in the floor and almost immediately flames burst through the roof, leapt up the brick walls to the ceiling, and spread to the main workshop and upholstery department on the second floor. By 10 o'clock the brigade had the flames completely subdued. <box>486 1105 632 1191</box>
subheadline: STUDENTS' DENUNCIATION. <box>40 343 147 353</box>
body-paragraph: 'The above developments make the question of terminal facilities at Auckland, Wellington, and Christchurch particularly urgent. For instance, the increase in mileage actually connected to the port of Auckland since 1914 has been 137 miles; and by the year 1931 a further length of 320 miles will be added, without taking into consideration the Taranaki connection now in course of construction. Since 1914 the length of additional railway connected with the system centring upon Christchurch is 106 miles, and a further 60 miles will in all probability be added by the year 1931.' The Minister states that after most mature consideration it would be unwise to insure taxpayers that they need have no misgivings as to the expenditure. <box>796 1250 942 1390</box>
subheadline: SOME STRAIGHT SPEAKING. <box>350 328 458 338</box>
subheadline: HAWERA'S NEW STATION. <box>975 772 1073 782</box>
dateline: LONDON, Oct. 2. <box>65 143 122 152</box>
